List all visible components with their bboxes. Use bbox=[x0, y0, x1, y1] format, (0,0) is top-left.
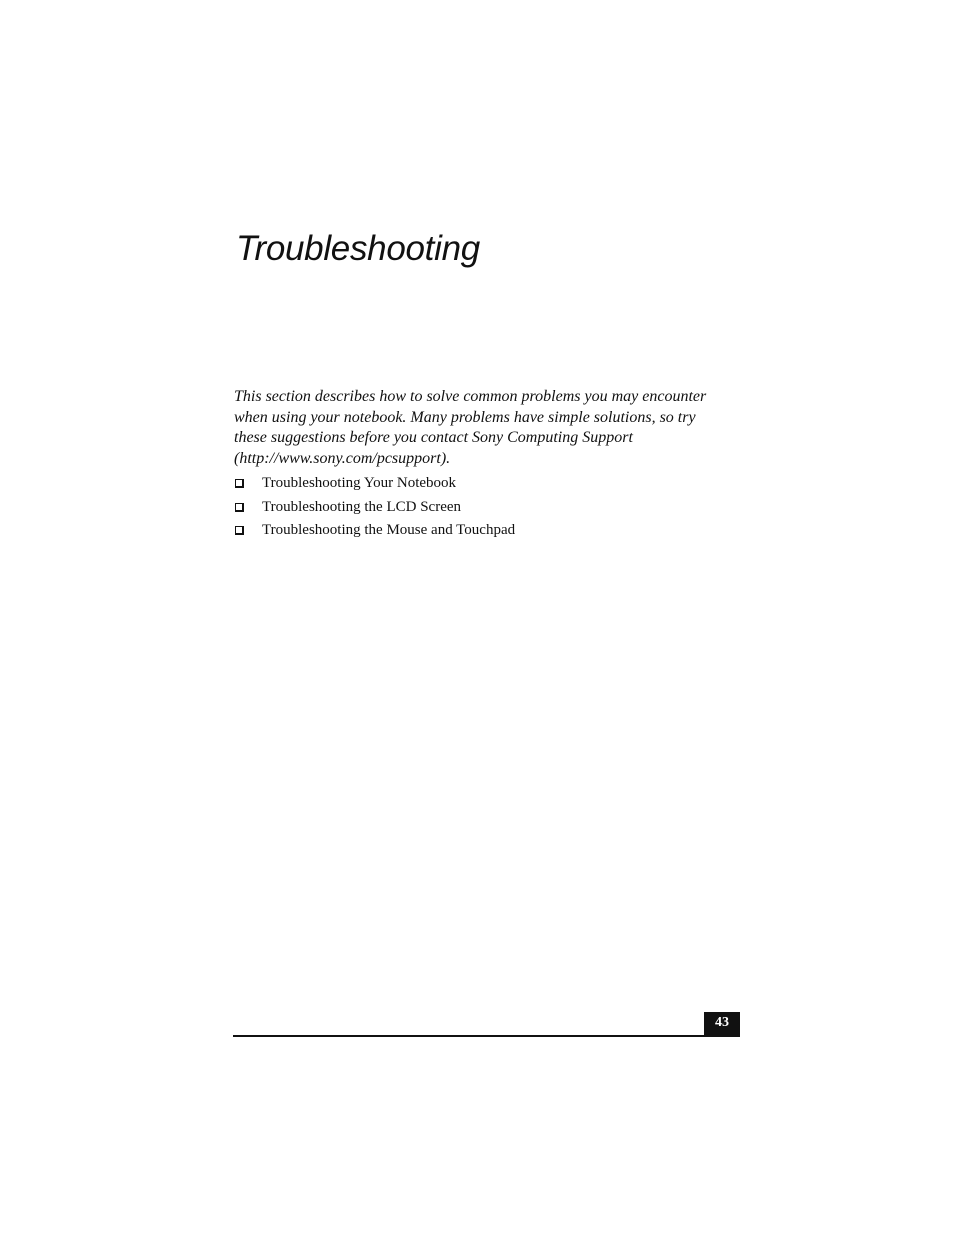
intro-paragraph bbox=[234, 387, 754, 469]
topic-item-lcd-screen bbox=[234, 496, 515, 520]
intro-line: when using your notebook. Many problems have simple solutions, so try bbox=[234, 408, 696, 426]
checkbox-square-icon bbox=[235, 526, 244, 535]
topic-label: Troubleshooting Your Notebook bbox=[262, 475, 457, 491]
checkbox-square-icon bbox=[235, 503, 244, 512]
intro-line: (http://www.sony.com/pcsupport). bbox=[234, 449, 451, 467]
intro-line: This section describes how to solve common problems you may encounter bbox=[234, 388, 707, 405]
intro-line: these suggestions before you contact Sony Computing Support bbox=[234, 429, 633, 446]
page-number: 43 bbox=[704, 1012, 740, 1037]
topic-list bbox=[234, 472, 515, 543]
footer-rule bbox=[233, 1035, 740, 1037]
topic-item-mouse-touchpad bbox=[234, 519, 515, 543]
topic-label: Troubleshooting the LCD Screen bbox=[262, 498, 462, 515]
checkbox-square-icon bbox=[235, 479, 244, 488]
topic-label: Troubleshooting the Mouse and Touchpad bbox=[262, 522, 516, 538]
topic-item-notebook bbox=[234, 472, 515, 496]
chapter-title: Troubleshooting bbox=[236, 229, 480, 268]
